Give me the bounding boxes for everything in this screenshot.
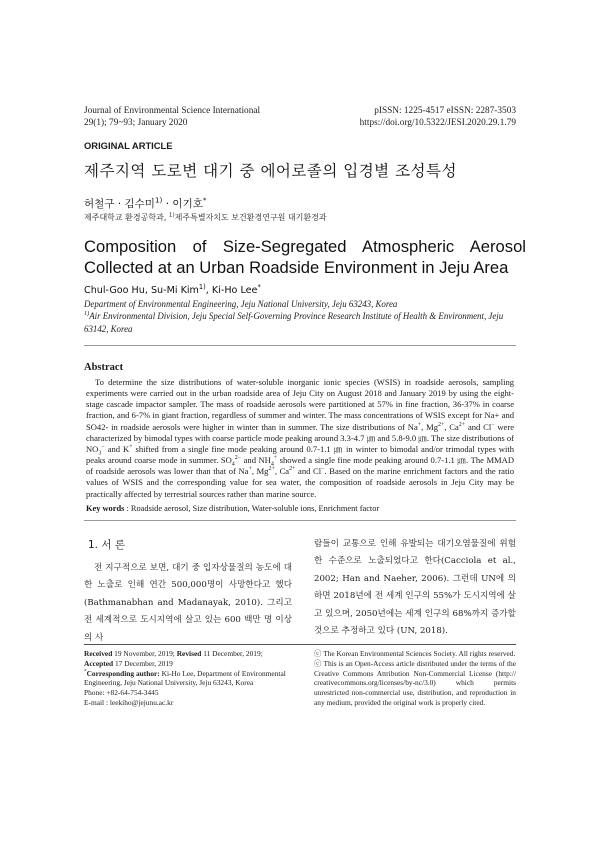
doi-link[interactable]: https://doi.org/10.5322/JESI.2020.29.1.79 <box>359 118 516 128</box>
phone: Phone: +82-64-754-3445 <box>84 688 159 698</box>
english-authors-star: * <box>257 282 261 291</box>
korean-authors-star: * <box>202 195 207 205</box>
korean-aff-a: 제주대학교 환경공학과, <box>84 213 169 222</box>
korean-title: 제주지역 도로변 대기 중 에어로졸의 입경별 조성특성 <box>84 162 457 180</box>
journal-volume: 29(1); 79~93; January 2020 <box>84 118 188 128</box>
abstract-p5: . Based on the marine enrichment factors and the ratio values of WSIS and the corresponding value for sea water, the composition of roadside aerosols in Jeju City may be practically affected by terrestrial sources rather than marine source. <box>86 466 514 499</box>
abstract-p3: shifted from a single fine mode peaking around 0.7-1.1 ㎛ in winter to bimodal and/or trimodal types with peaks around coarse mode in summer. SO <box>86 443 514 466</box>
abstract-p1: To determine the size distributions of water-soluble inorganic ionic species (WSIS) in roadside aerosols, sampling experiments were carried out in the urban roadside area of Jeju City on August 2018 and January 2019 by using the eight-stage cascade impactor sampler. The mass of roadside aerosols were partitioned at 57% in fine fraction, 36-37% in coarse fraction, and 6-7% in giant fraction, regardless of summer and winter. The mass concentrations of WSIS except for Na+ and SO42- in roadside aerosols were higher in winter than in summer. The size distributions of Na <box>86 377 514 432</box>
footnote-divider <box>84 644 516 645</box>
footnote-left <box>84 649 292 708</box>
license: ⓒ This is an Open-Access article distributed under the terms of the Creative Commons Attribution Non-Commercial License (http:// creativecommons.org/licenses/by-nc/3.0) which permits unrestricted non-commercial use, distribution, and reproduction in any medium, provided the original work is properly cited. <box>314 658 516 707</box>
issn: pISSN: 1225-4517 eISSN: 2287-3503 <box>374 106 516 116</box>
divider-bottom <box>84 520 516 521</box>
english-aff2-text: Air Environmental Division, Jeju Special Self-Governing Province Research Institute of Health & Environment, Jeju 63142, Korea <box>84 311 504 334</box>
korean-authors-rest: · 이기호 <box>162 198 203 210</box>
english-title: Composition of Size-Segregated Atmospheric Aerosol Collected at an Urban Roadside Environment in Jeju Area <box>84 237 526 277</box>
body-left-text: 전 지구적으로 보면, 대기 중 입자상물질의 농도에 대한 노출로 인해 연간 500,000명이 사망한다고 했다 (Bathmanabhan and Madanayak, 2010). 그리고 전 세계적으로 도시지역에 살고 있는 600 백만 명 이상의 사 <box>84 563 292 643</box>
section-heading: 1. 서 론 <box>88 539 125 551</box>
english-authors-a: Chul-Goo Hu, Su-Mi Kim <box>84 285 199 296</box>
divider-top <box>84 345 516 346</box>
abstract-body: To determine the size distributions of water-soluble inorganic ionic species (WSIS) in roadside aerosols, sampling experiments were carried out in the urban roadside area of Jeju City on August 2018 and January 2019 by using the eight-stage cascade impactor sampler. The mass of roadside aerosols were partitioned at 57% in fine fraction, 36-37% in coarse fraction, and 6-7% in giant fraction, regardless of summer and winter. The mass concentrations of WSIS except for Na+ and SO42- in roadside aerosols were higher in winter than in summer. The size distributions of Na+, $Mg^{2+}$, $Ca^{2+}$ and Cl− were characterized by bimodal types with coarse particle mode peaking around 3.3-4.7 ㎛ and 5.8-9.0 ㎛. The size distributions of $NO_3^-$ and K+ shifted from a single fine mode peaking around 0.7-1.1 ㎛ in winter to bimodal and/or trimodal types with peaks around coarse mode in summer. $SO_4^{2-}$ and $NH_4^+$ showed a single fine mode peaking around 0.7-1.1 ㎛. The MMAD of roadside aerosols was lower than that of Na+, $Mg^{2+}$, $Ca^{2+}$ and Cl−. Based on the marine enrichment factors and the ratio values of WSIS and the corresponding value for sea water, the composition of roadside aerosols in Jeju City may be practically affected by terrestrial sources rather than marine source. <box>86 377 514 499</box>
journal-name: Journal of Environmental Science International <box>84 106 261 116</box>
english-aff2-sup: 1) <box>84 310 90 318</box>
body-right-column <box>314 536 516 640</box>
korean-authors-sup: 1) <box>154 195 163 205</box>
english-affiliation-1: Department of Environmental Engineering, Jeju National University, Jeju 63243, Korea <box>84 299 398 309</box>
korean-affiliation <box>84 212 327 223</box>
body-right-text: 람들이 교통으로 인해 유발되는 대기오염물질에 위험한 수준으로 노출되었다고 한다(Cacciola et al., 2002; Han and Naeher, 2006). 그런데 UN에 의하면 2018년에 전 세계 인구의 55%가 도시지역에 살고 있으며, 2050년에는 세계 인구의 68%까지 증가할 것으로 추정하고 있다 (UN, 2018). <box>314 539 516 637</box>
footnote-right <box>314 649 516 708</box>
body-left-column <box>84 560 292 647</box>
korean-aff-sup: 1) <box>168 212 175 219</box>
corresponding-author: *Corresponding author: Ki-Ho Lee, Department of Environmental Engineering, Jeju National University, Jeju 63243, Korea <box>84 668 286 688</box>
abstract-heading: Abstract <box>84 362 124 373</box>
english-affiliation-2 <box>84 310 514 335</box>
keywords-label: Key words <box>86 504 125 513</box>
keywords <box>86 504 379 513</box>
article-type: ORIGINAL ARTICLE <box>84 140 173 151</box>
accepted-line: Accepted 17 December, 2019 <box>84 658 173 668</box>
email: E-mail : leekiho@jejunu.ac.kr <box>84 697 174 707</box>
english-authors-b: , Ki-Ho Lee <box>205 285 258 296</box>
english-authors <box>84 282 261 296</box>
received-line: Received 19 November, 2019; Revised 11 December, 2019; <box>84 649 263 658</box>
copyright: ⓒ The Korean Environmental Sciences Society. All rights reserved. <box>314 649 516 658</box>
keywords-text: : Roadside aerosol, Size distribution, Water-soluble ions, Enrichment factor <box>124 504 380 513</box>
abstract-p4: showed a single fine mode peaking around 0.7-1.1 ㎛. The MMAD of roadside aerosols was lower than that of Na <box>86 455 514 477</box>
korean-authors-text: 허철구 · 김수미 <box>84 198 155 210</box>
korean-authors <box>84 196 207 211</box>
english-authors-sup: 1) <box>198 282 206 291</box>
korean-aff-b: 제주특별자치도 보건환경연구원 대기환경과 <box>174 213 327 222</box>
abstract-p2: were characterized by bimodal types with coarse particle mode peaking around 3.3-4.7 ㎛ and 5.8-9.0 ㎛. The size distributions of NO <box>86 421 514 454</box>
